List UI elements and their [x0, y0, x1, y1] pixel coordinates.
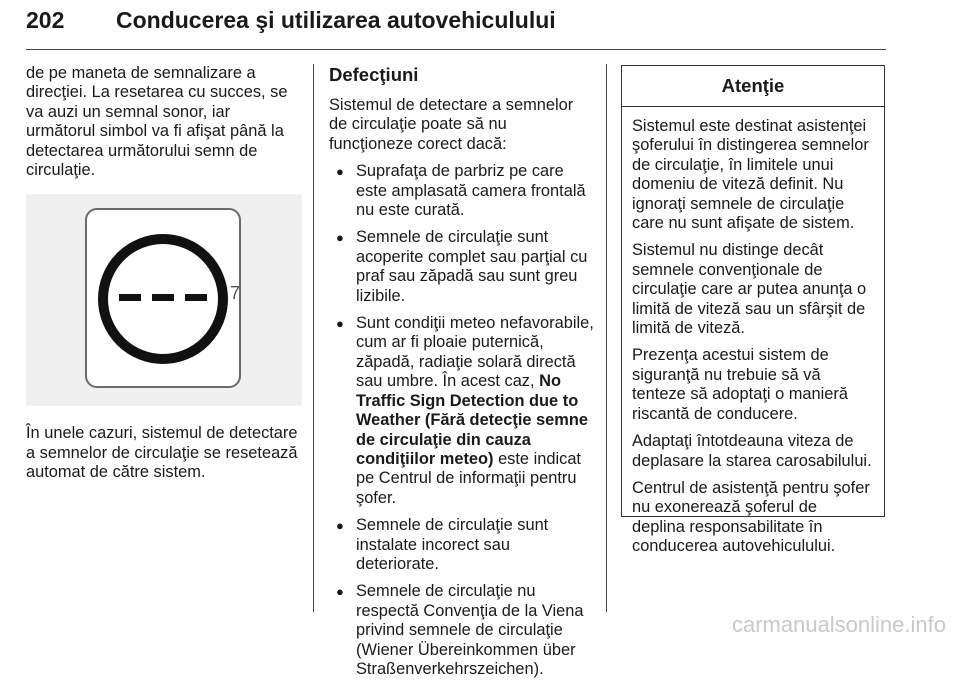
column-divider-1	[313, 64, 314, 612]
column-middle	[329, 64, 595, 687]
bullet-icon: ●	[336, 164, 344, 180]
section-heading-faults: Defecţiuni	[329, 64, 419, 85]
intro-paragraph: de pe maneta de semnalizare a direcţiei. La resetarea cu succes, se va auzi un semnal sonor, iar următorul simbol va fi afişat până la detectarea următorului semn de circulaţie.	[26, 64, 288, 180]
no-sign-detected-icon	[87, 210, 239, 386]
column-divider-2	[606, 64, 607, 612]
warning-box	[621, 65, 885, 556]
warning-paragraph: Centrul de asistenţă pentru şofer nu exonerează şoferul de deplina responsabilitate în conducerea autovehiculului.	[632, 478, 870, 556]
figure-reference-tag: 7	[230, 283, 241, 304]
bullet-icon: ●	[336, 518, 344, 534]
watermark: carmanualsonline.info	[731, 612, 946, 637]
figure-no-sign-symbol	[26, 194, 302, 406]
warning-paragraph: Sistemul nu distinge decât semnele convenţionale de circulaţie care ar putea anunţa o limită de viteză sau un sfârşit de limită de viteză.	[632, 241, 867, 338]
page-title: Conducerea şi utilizarea autovehiculului	[116, 7, 556, 33]
warning-body	[622, 107, 884, 557]
reset-paragraph: În unele cazuri, sistemul de detectare a semnelor de circulaţie se resetează automat de către sistem.	[26, 424, 298, 482]
list-item: ● Semnele de circulaţie sunt acoperite complet sau parţial cu praf sau zăpadă sau sunt greu lizibile.	[336, 228, 588, 305]
header-divider	[26, 49, 886, 50]
warning-paragraph: Sistemul este destinat asistenţei şoferului în distingerea semnelor de circulaţie, în limitele unui domeniu de viteză definit. Nu ignoraţi semnele de circulaţie care nu sunt afişate de sistem.	[632, 117, 869, 233]
weather-message-text: No Traffic Sign Detection due to Weather (Fără detecţie semne de circulaţie din cauza condiţiilor meteo)	[356, 372, 588, 468]
column-left	[26, 64, 302, 491]
bullet-icon: ●	[336, 316, 344, 332]
page-header	[26, 7, 886, 47]
bullet-icon: ●	[336, 230, 344, 246]
bullet-icon: ●	[336, 584, 344, 600]
faults-list	[329, 162, 595, 679]
warning-paragraph: Prezenţa acestui sistem de siguranţă nu trebuie să vă tenteze să adoptaţi o manieră riscantă de conducere.	[632, 346, 848, 423]
warning-paragraph: Adaptaţi întotdeauna viteza de deplasare la starea carosabilului.	[632, 432, 872, 470]
warning-title: Atenţie	[622, 66, 884, 107]
list-item: ● Sunt condiţii meteo nefavorabile, cum ar fi ploaie puternică, zăpadă, radiaţie solară directă sau umbre. În acest caz, No Traffic Sign Detection due to Weather (Fără detecţie semne de circulaţie din cauza condiţiilor meteo) este indicat pe Centrul de informaţii pentru şofer.	[336, 314, 594, 507]
list-item: ● Suprafaţa de parbriz pe care este amplasată camera frontală nu este curată.	[336, 162, 586, 220]
list-item: ● Semnele de circulaţie sunt instalate incorect sau deteriorate.	[336, 516, 549, 573]
faults-intro: Sistemul de detectare a semnelor de circulaţie poate să nu funcţioneze corect dacă:	[329, 96, 574, 153]
list-item: ● Semnele de circulaţie nu respectă Convenţia de la Viena privind semnele de circulaţie (Wiener Übereinkommen über Straßenverkehrszeichen).	[336, 582, 584, 678]
sign-display-panel	[85, 208, 241, 388]
page-number: 202	[26, 7, 65, 33]
